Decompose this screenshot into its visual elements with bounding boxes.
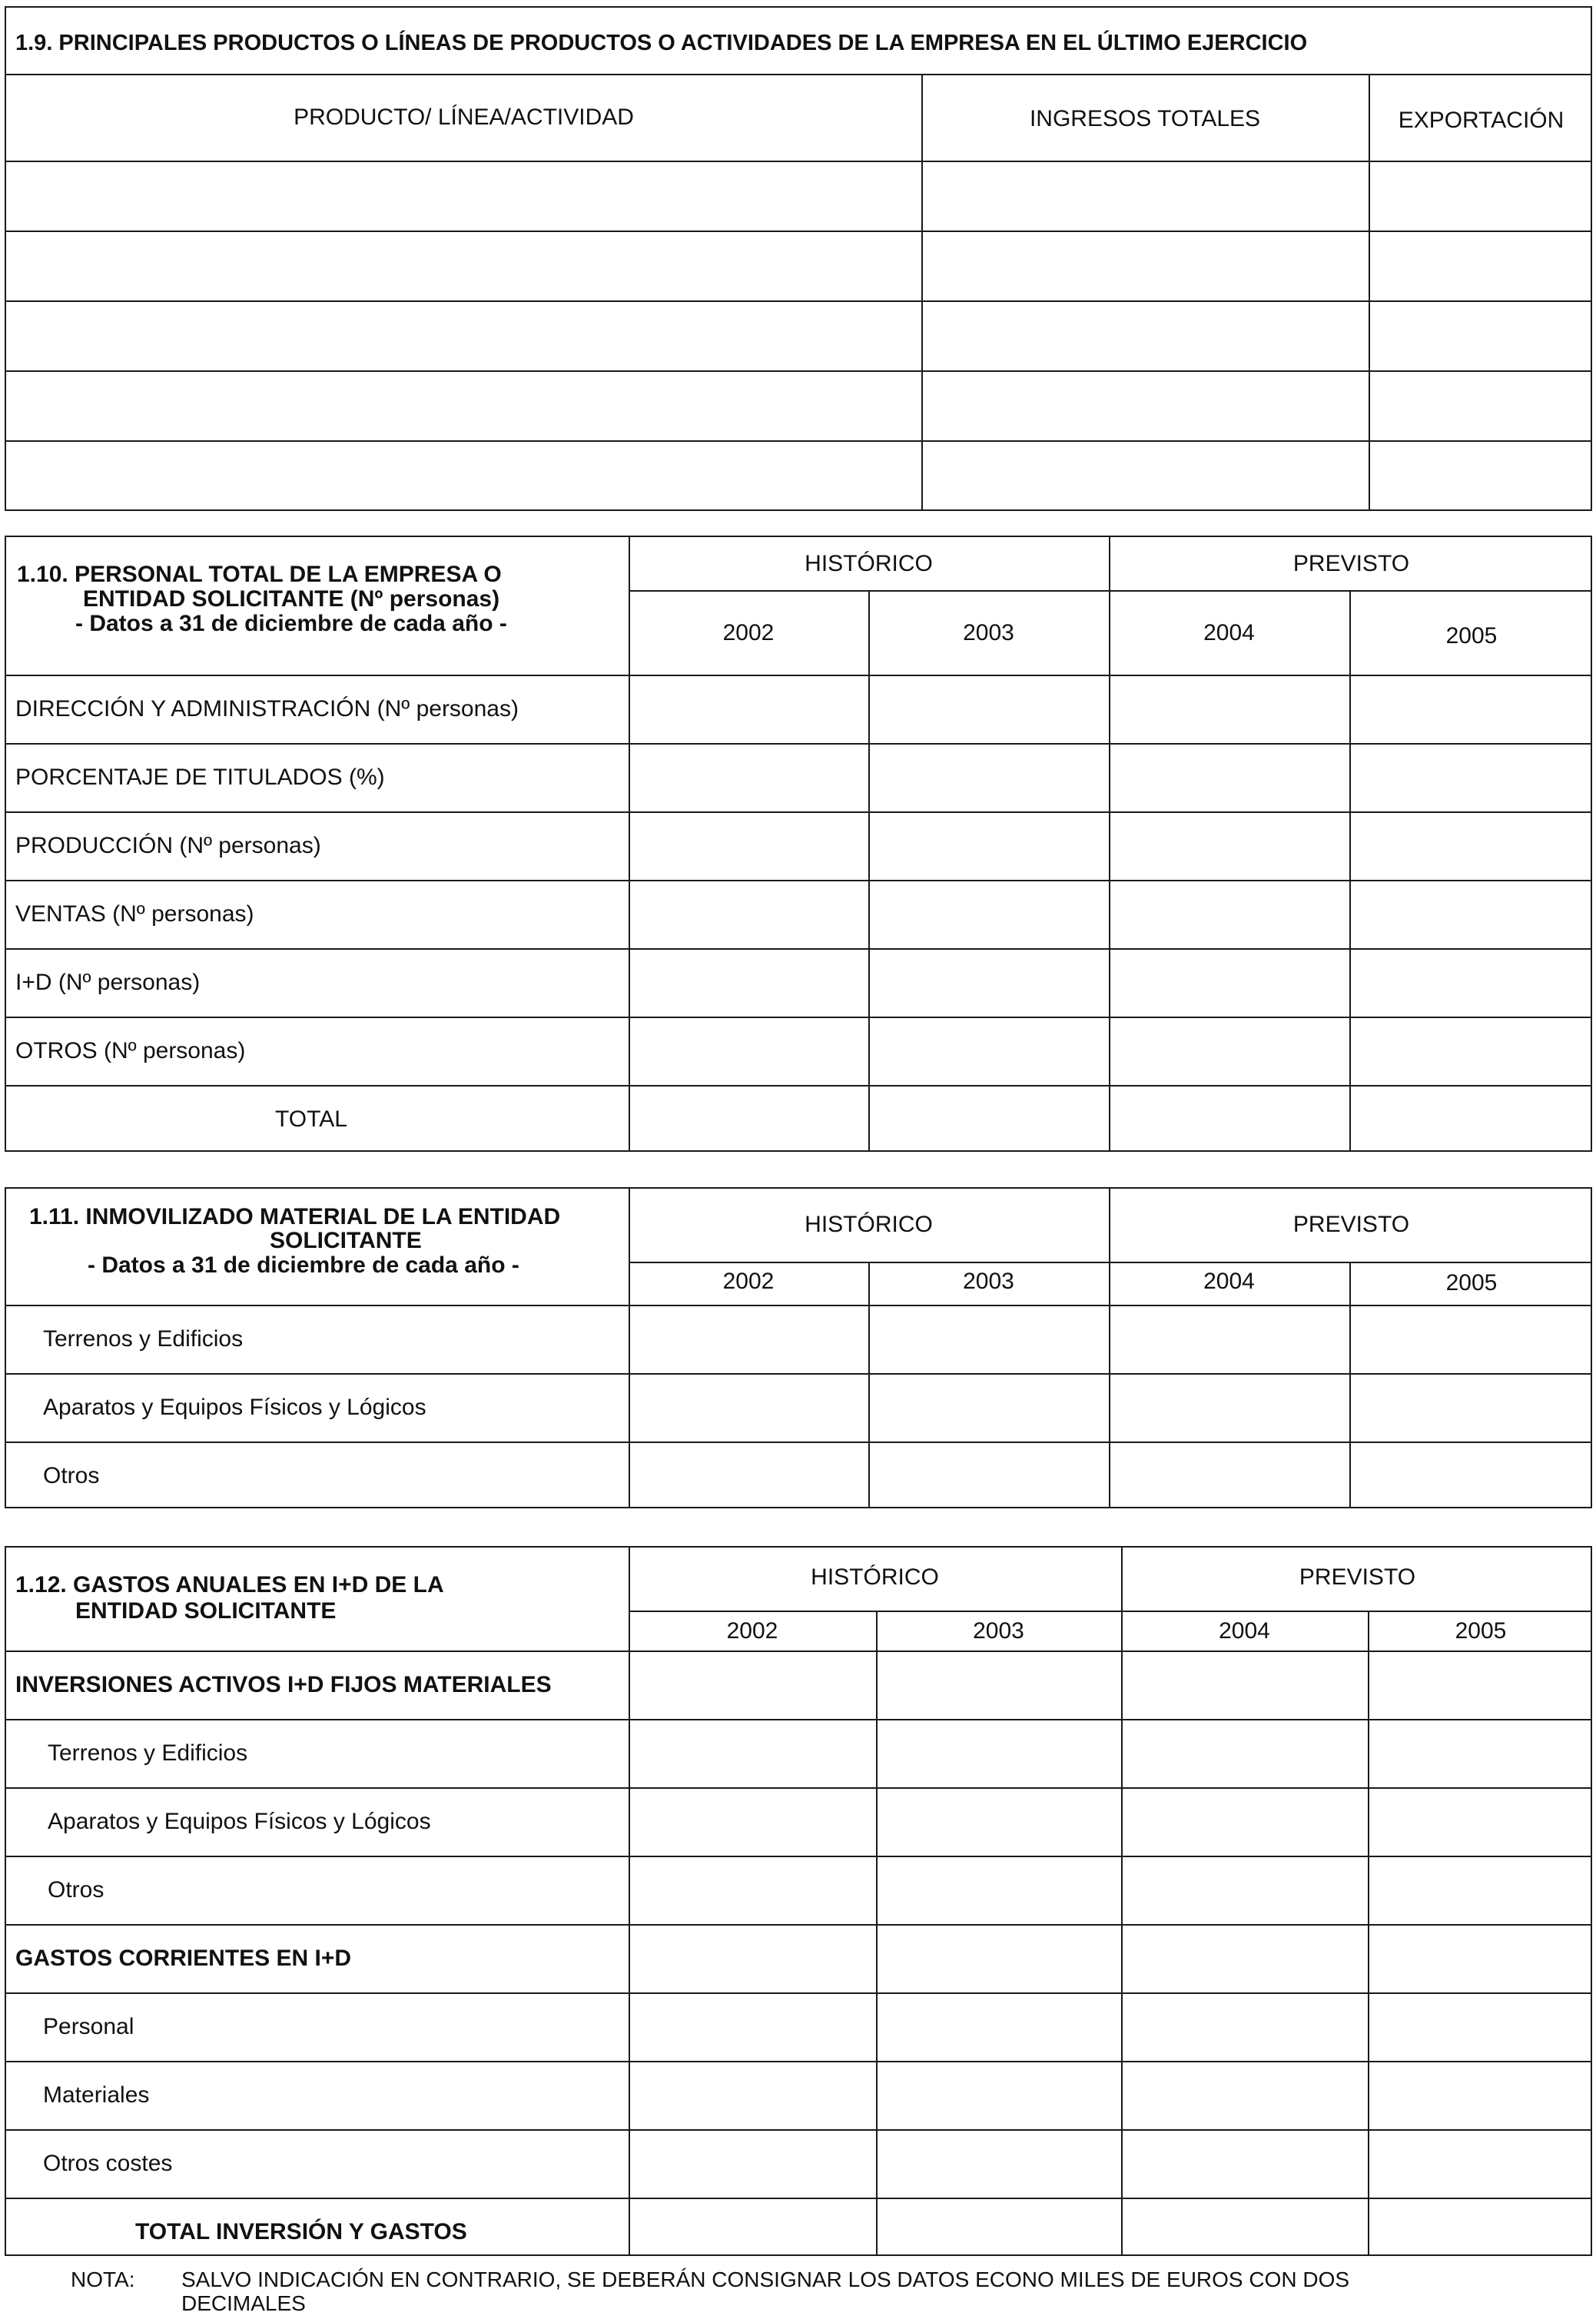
section-1-12-title-line2: ENTIDAD SOLICITANTE bbox=[75, 1598, 337, 1624]
row-label: I+D (Nº personas) bbox=[15, 970, 201, 995]
row-label: Personal bbox=[43, 2014, 134, 2039]
row-label: PRODUCCIÓN (Nº personas) bbox=[15, 833, 321, 858]
row-label: PORCENTAJE DE TITULADOS (%) bbox=[15, 765, 385, 790]
year-2004: 2004 bbox=[1203, 1269, 1255, 1294]
historico-header: HISTÓRICO bbox=[805, 551, 933, 576]
section-1-12-table bbox=[5, 1546, 1592, 2256]
header-producto: PRODUCTO/ LÍNEA/ACTIVIDAD bbox=[294, 105, 634, 130]
section-1-9-title: 1.9. PRINCIPALES PRODUCTOS O LÍNEAS DE PRODUCTOS O ACTIVIDADES DE LA EMPRESA EN EL ÚLTIMO EJERCICIO bbox=[15, 31, 1308, 55]
year-2002: 2002 bbox=[722, 620, 775, 645]
row-label: Otros costes bbox=[43, 2151, 173, 2176]
row-label: OTROS (Nº personas) bbox=[15, 1038, 246, 1063]
previsto-header: PREVISTO bbox=[1292, 1212, 1410, 1237]
historico-header: HISTÓRICO bbox=[805, 1212, 933, 1237]
section-1-11-title-line2: SOLICITANTE bbox=[270, 1228, 422, 1253]
row-label: Terrenos y Edificios bbox=[48, 1740, 248, 1766]
year-2002: 2002 bbox=[726, 1618, 778, 1644]
row-label: DIRECCIÓN Y ADMINISTRACIÓN (Nº personas) bbox=[15, 696, 519, 722]
year-2004: 2004 bbox=[1203, 620, 1255, 645]
year-2005: 2005 bbox=[1445, 1270, 1498, 1296]
nota-text-line2: DECIMALES bbox=[181, 2291, 306, 2315]
section-1-10-title-line2: ENTIDAD SOLICITANTE (Nº personas) bbox=[83, 586, 500, 612]
row-label: Aparatos y Equipos Físicos y Lógicos bbox=[43, 1395, 426, 1420]
previsto-header: PREVISTO bbox=[1299, 1564, 1416, 1590]
total-label: TOTAL bbox=[275, 1106, 347, 1132]
row-label: Terrenos y Edificios bbox=[43, 1326, 244, 1352]
total-label: TOTAL INVERSIÓN Y GASTOS bbox=[135, 2219, 467, 2244]
nota-label: NOTA: bbox=[71, 2268, 135, 2291]
section-1-11-title-line1: 1.11. INMOVILIZADO MATERIAL DE LA ENTIDAD bbox=[29, 1204, 561, 1229]
input-cell[interactable] bbox=[6, 162, 920, 230]
row-label: VENTAS (Nº personas) bbox=[15, 901, 254, 927]
year-2004: 2004 bbox=[1219, 1618, 1270, 1644]
previsto-header: PREVISTO bbox=[1292, 551, 1410, 576]
year-2005: 2005 bbox=[1445, 623, 1498, 649]
section-1-10-title-line3: - Datos a 31 de diciembre de cada año - bbox=[75, 611, 507, 636]
year-2003: 2003 bbox=[963, 1269, 1014, 1294]
row-label: Otros bbox=[48, 1877, 105, 1903]
row-label: Aparatos y Equipos Físicos y Lógicos bbox=[48, 1809, 431, 1834]
header-ingresos-totales: INGRESOS TOTALES bbox=[1029, 106, 1261, 131]
header-exportacion: EXPORTACIÓN bbox=[1398, 108, 1564, 133]
section-1-10-title-line1: 1.10. PERSONAL TOTAL DE LA EMPRESA O bbox=[17, 562, 502, 587]
year-2002: 2002 bbox=[722, 1269, 775, 1294]
section-1-12-title-line1: 1.12. GASTOS ANUALES EN I+D DE LA bbox=[15, 1572, 444, 1597]
section-1-11-table bbox=[5, 1187, 1592, 1508]
input-cell[interactable] bbox=[1370, 162, 1592, 230]
row-label-heading: GASTOS CORRIENTES EN I+D bbox=[15, 1946, 352, 1971]
year-2003: 2003 bbox=[963, 620, 1014, 645]
historico-header: HISTÓRICO bbox=[811, 1564, 939, 1590]
section-1-10-table bbox=[5, 536, 1592, 1152]
section-1-11-title-line3: - Datos a 31 de diciembre de cada año - bbox=[88, 1252, 519, 1278]
year-2003: 2003 bbox=[973, 1618, 1024, 1644]
row-label-heading: INVERSIONES ACTIVOS I+D FIJOS MATERIALES bbox=[15, 1672, 552, 1697]
row-label: Materiales bbox=[43, 2082, 150, 2108]
nota-text-line1: SALVO INDICACIÓN EN CONTRARIO, SE DEBERÁN CONSIGNAR LOS DATOS ECONO MILES DE EUROS CON DOS bbox=[181, 2268, 1350, 2291]
section-1-9-table bbox=[5, 6, 1592, 511]
input-cell[interactable] bbox=[923, 162, 1367, 230]
year-2005: 2005 bbox=[1455, 1618, 1507, 1644]
row-label: Otros bbox=[43, 1463, 100, 1488]
